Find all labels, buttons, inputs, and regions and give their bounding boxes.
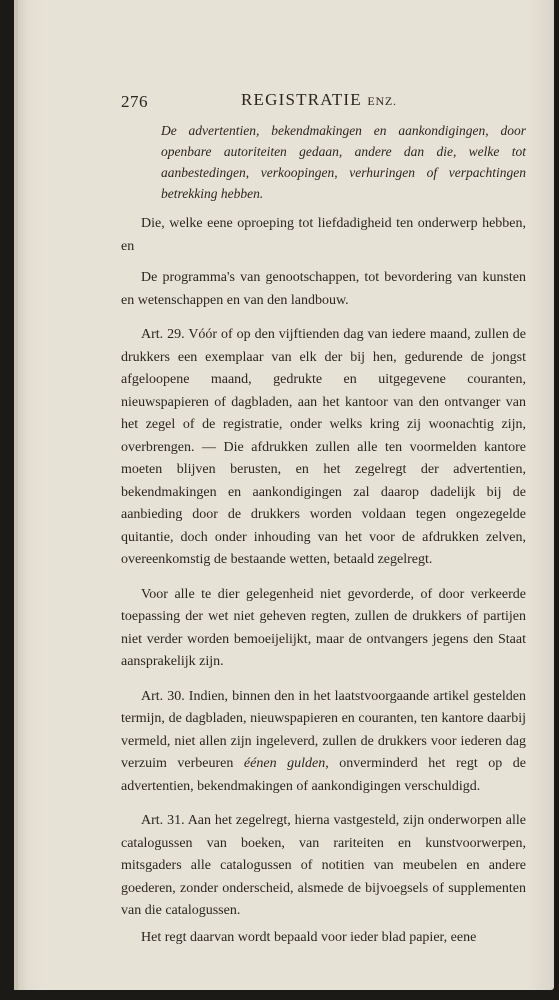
italic-clause: De advertentien, bekendmakingen en aankondigingen, door openbare autoriteiten gedaan, andere dan die, welke tot aanbestedingen, verkoopingen, verhuringen of verpachtingen betrekking hebben. bbox=[161, 123, 526, 201]
page-title-main: REGISTRATIE bbox=[241, 90, 362, 109]
paragraph-art-31-rate: Het regt daarvan wordt bepaald voor ieder blad papier, eene bbox=[141, 929, 477, 945]
paragraph-art-29-continued: Voor alle te dier gelegenheid niet gevorderde, of door verkeerde toepassing der wet niet geheven regten, zullen de drukkers of partijen niet verder worden bemoeijelijkt, maar de ontvangers jegens den Staat aansprakelijk zijn. bbox=[121, 586, 526, 669]
paragraph-charity: Die, welke eene oproeping tot liefdadigheid ten onderwerp hebben, en bbox=[121, 216, 526, 254]
art-30-text: Art. 30. Indien, binnen den in het laatstvoorgaande artikel gestelden termijn, de dagbladen, nieuwspapieren en couranten, ten kantore daarbij vermeld, niet allen zijn ingeleverd, zullen de drukkers voor iederen dag verzuim verbeuren bbox=[121, 688, 526, 771]
running-head bbox=[121, 88, 526, 110]
paragraph-art-31: Art. 31. Aan het zegelregt, hierna vastgesteld, zijn onderworpen alle catalogussen van boeken, van rariteiten en kunstvoorwerpen, mitsgaders alle catalogussen of notitien van meubelen en andere goederen, zonder onderscheid, alsmede de bijvoegsels of supplementen van die catalogussen. bbox=[121, 813, 526, 918]
page-text-block bbox=[121, 88, 526, 949]
page-number: 276 bbox=[121, 92, 148, 111]
page-title bbox=[241, 90, 397, 110]
paragraph-art-29: Art. 29. Vóór of op den vijftienden dag van iedere maand, zullen de drukkers een exemplaar van elk der bij hen, gedurende de jongst afgeloopene maand, gedrukte en uitgegevene couranten, nieuwspapieren of dagbladen, aan het kantoor van den ontvanger van het zegel of de registratie, onder welks kring zij woonachtig zijn, overbrengen. — Die afdrukken zullen alle ten voormelden kantore moeten blijven berusten, en het zegelregt der advertentien, bekendmakingen en aankondigingen zal daarop dadelijk bij de aanbieding door de drukkers worden voldaan tegen ongezegelde quitantie, doch onder inhouding van het voor de afdrukken zelven, overeenkomstig de bestaande wetten, betaald zegelregt. bbox=[121, 327, 526, 567]
paragraph-art-30 bbox=[121, 686, 526, 799]
page-gutter-edge bbox=[14, 0, 18, 990]
page-title-suffix: ENZ. bbox=[367, 94, 397, 108]
paragraph-programmas: De programma's van genootschappen, tot bevordering van kunsten en wetenschappen en van den landbouw. bbox=[121, 270, 526, 308]
art-30-penalty: éénen gulden bbox=[243, 756, 326, 771]
art-30-text-end: , onverminderd het regt op de advertentien, bekendmakingen of aankondigingen verschuldigd. bbox=[121, 756, 526, 794]
